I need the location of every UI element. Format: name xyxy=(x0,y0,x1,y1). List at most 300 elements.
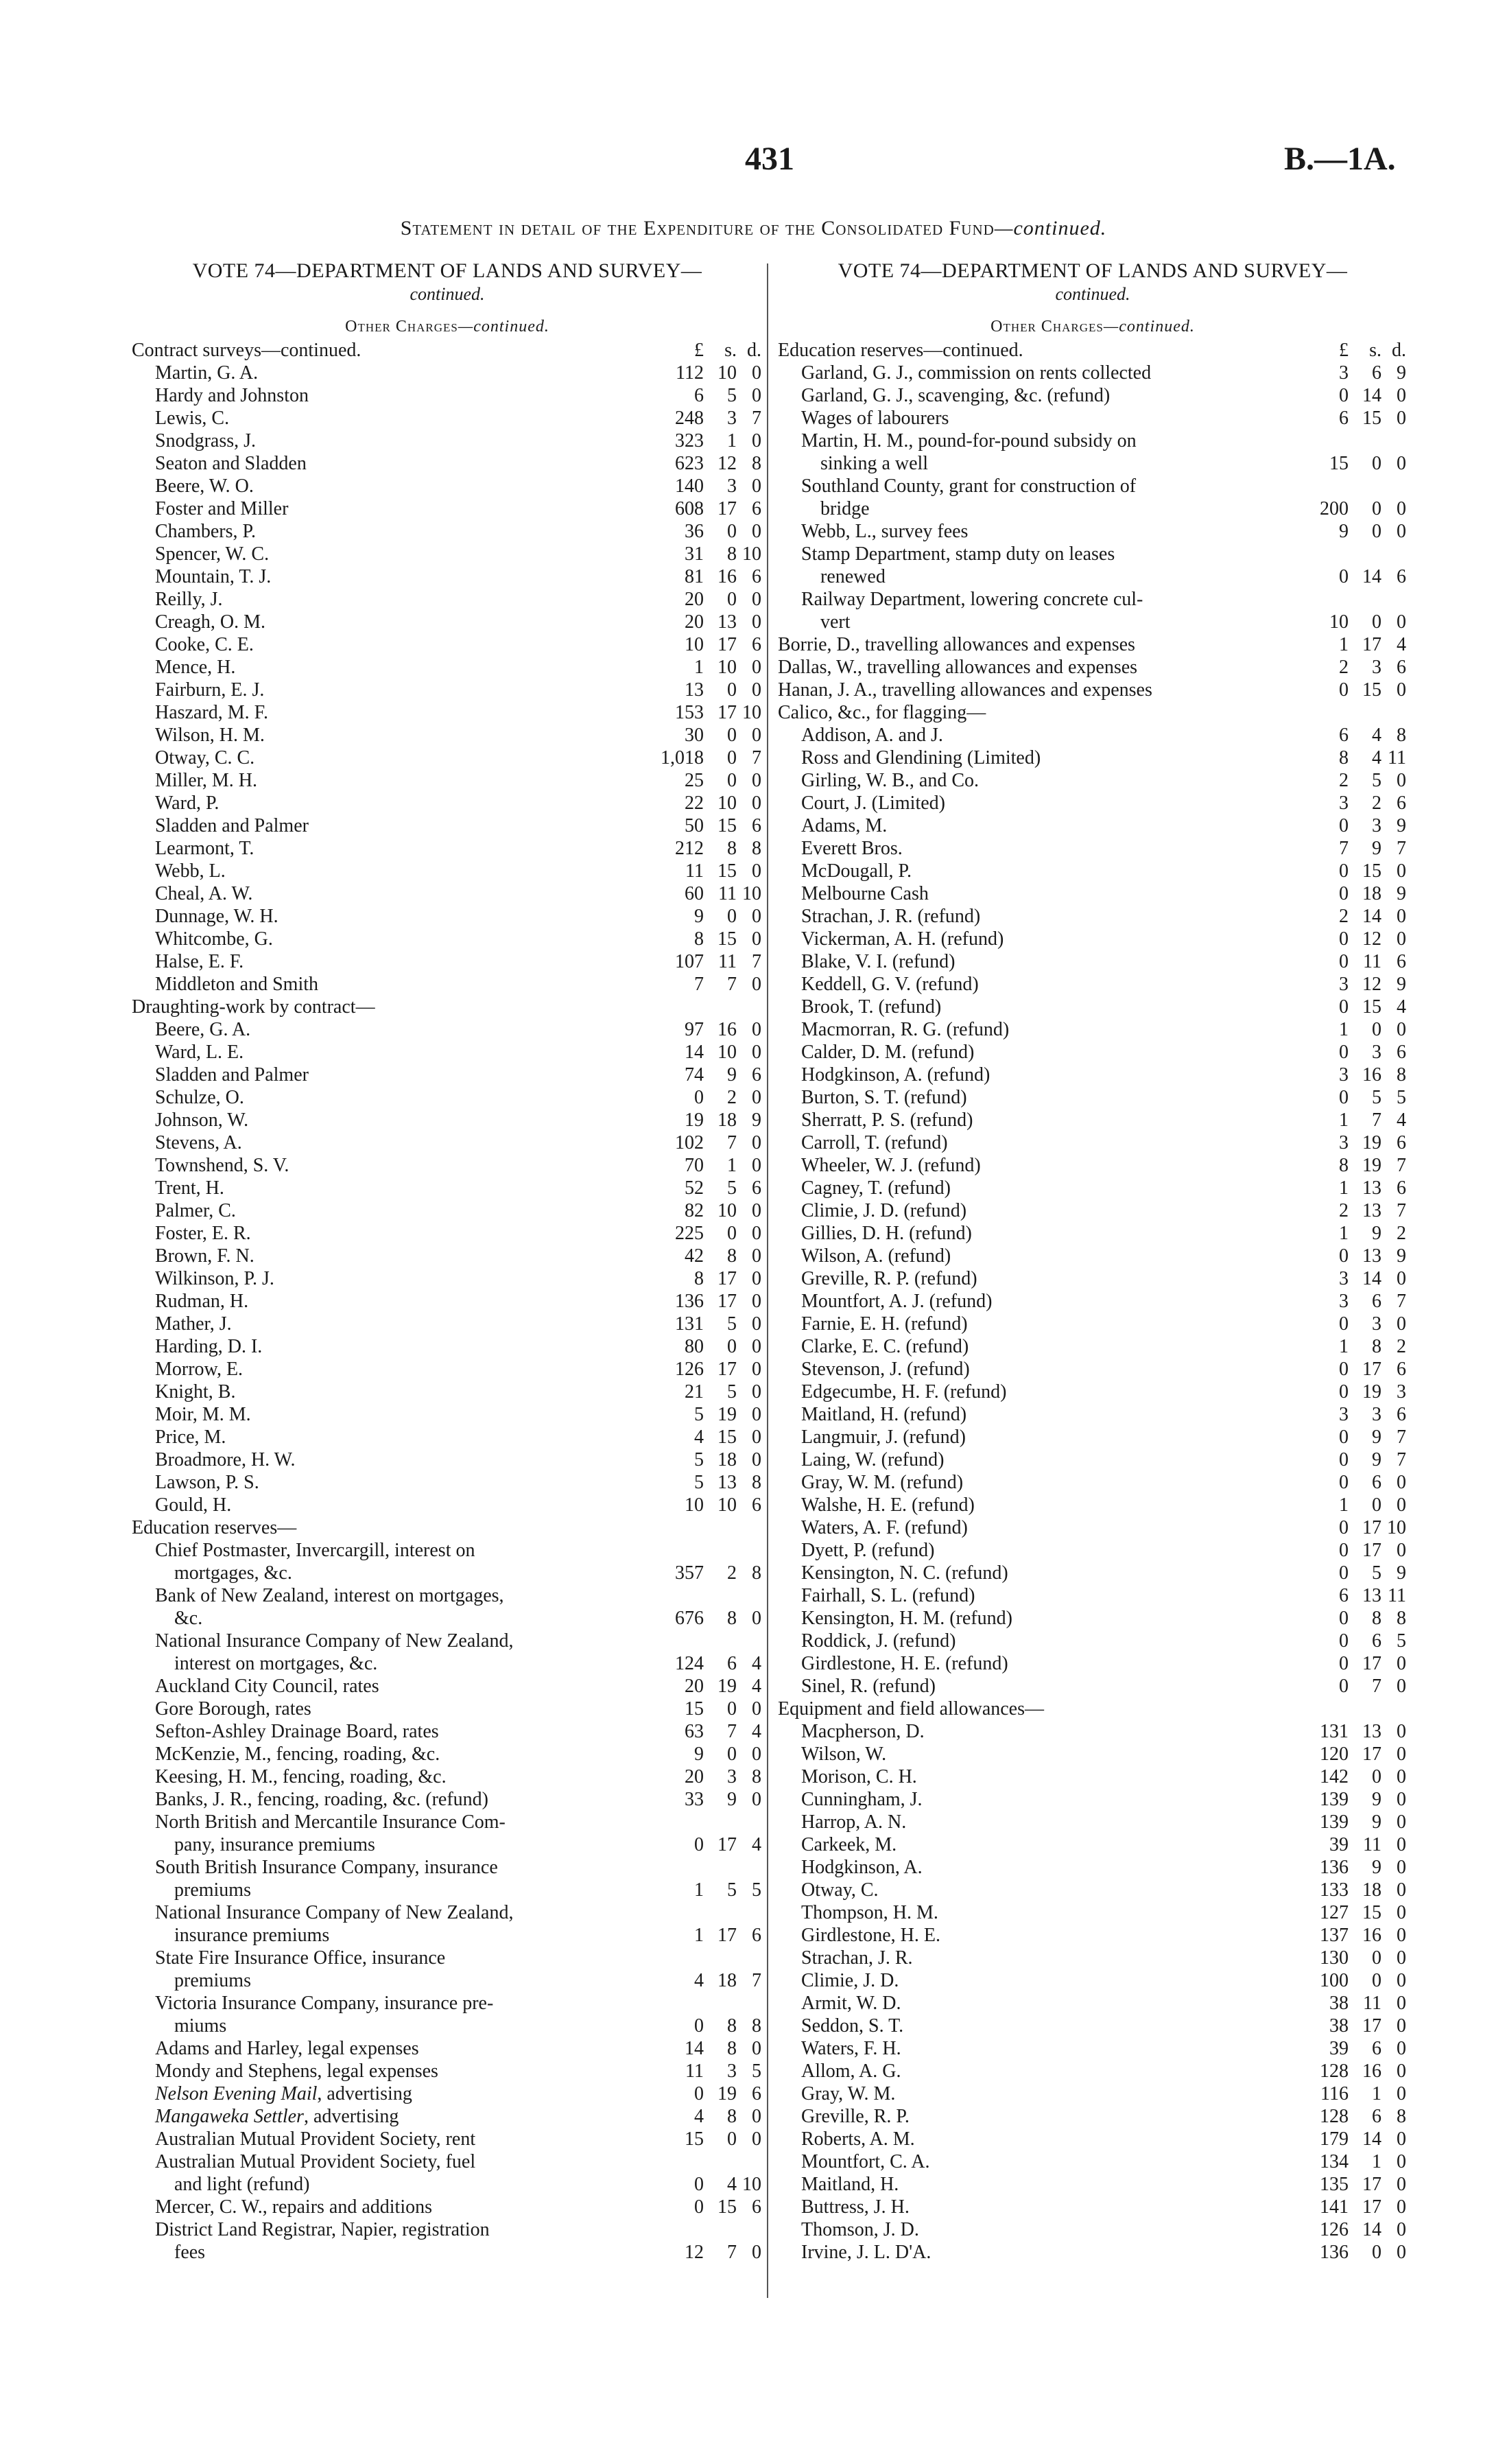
pence-cell: 0 xyxy=(752,1268,761,1289)
table-row xyxy=(132,2060,763,2082)
table-row xyxy=(132,452,763,475)
pence-cell: 0 xyxy=(1397,1766,1406,1787)
pence-cell: 6 xyxy=(1397,951,1406,972)
row-label: Fairburn, E. J. xyxy=(155,679,265,701)
pence-cell: 0 xyxy=(752,1359,761,1380)
shillings-cell: 15 xyxy=(717,1427,737,1448)
shillings-cell: 13 xyxy=(1362,1585,1381,1606)
shillings-cell: 19 xyxy=(1362,1155,1381,1176)
pounds-cell: 142 xyxy=(1320,1766,1349,1787)
pounds-cell: 128 xyxy=(1320,2061,1349,2082)
pounds-cell: 0 xyxy=(1339,679,1349,701)
table-row xyxy=(778,1381,1408,1403)
row-label: Seaton and Sladden xyxy=(155,453,307,474)
shillings-cell: 16 xyxy=(1362,1064,1381,1086)
pence-cell: 9 xyxy=(1397,1562,1406,1584)
shillings-cell: 0 xyxy=(727,2128,737,2150)
pounds-cell: 20 xyxy=(685,589,704,610)
row-label: Blake, V. I. (refund) xyxy=(801,951,956,972)
table-row xyxy=(132,1131,763,1154)
table-row xyxy=(778,1675,1408,1698)
table-row xyxy=(778,1041,1408,1064)
pounds-cell: 5 xyxy=(694,1404,704,1425)
pounds-cell: 7 xyxy=(694,974,704,995)
table-row xyxy=(778,2060,1408,2082)
shillings-cell: 6 xyxy=(1372,1630,1381,1652)
pence-cell: 9 xyxy=(752,1110,761,1131)
row-label: McKenzie, M., fencing, roading, &c. xyxy=(155,1744,440,1765)
shillings-cell: 0 xyxy=(727,1744,737,1765)
pence-cell: 5 xyxy=(1397,1630,1406,1652)
pence-cell: 0 xyxy=(752,1336,761,1357)
row-label-continuation: insurance premiums xyxy=(174,1925,330,1946)
row-label: Price, M. xyxy=(155,1427,226,1448)
table-row xyxy=(132,407,763,430)
pence-cell: 0 xyxy=(1397,1902,1406,1923)
shillings-cell: 6 xyxy=(1372,362,1381,384)
pounds-cell: 1 xyxy=(694,1925,704,1946)
shillings-cell: 15 xyxy=(717,860,737,882)
pence-cell: 0 xyxy=(752,385,761,406)
shillings-cell: 1 xyxy=(727,1155,737,1176)
table-row xyxy=(778,1335,1408,1358)
pence-cell: 9 xyxy=(1397,1245,1406,1267)
row-label: Cagney, T. (refund) xyxy=(801,1177,951,1199)
pounds-cell: 10 xyxy=(685,1494,704,1516)
pounds-cell: 1 xyxy=(694,657,704,678)
row-label: Morrow, E. xyxy=(155,1359,244,1380)
table-row xyxy=(778,769,1408,792)
subheading-row xyxy=(778,701,1408,724)
shillings-cell: 18 xyxy=(717,1449,737,1470)
table-row xyxy=(132,1856,763,1901)
shillings-cell: 5 xyxy=(727,1879,737,1901)
pounds-cell: 140 xyxy=(675,476,704,497)
pounds-cell: 11 xyxy=(685,860,704,882)
shillings-cell: 14 xyxy=(1362,566,1381,587)
pounds-cell: 120 xyxy=(1320,1744,1349,1765)
table-row xyxy=(132,882,763,905)
row-label: Auckland City Council, rates xyxy=(155,1676,379,1697)
row-label: Townshend, S. V. xyxy=(155,1155,289,1176)
pence-cell: 0 xyxy=(1397,1811,1406,1833)
shillings-cell: 7 xyxy=(727,2242,737,2263)
pounds-cell: 0 xyxy=(1339,385,1349,406)
pence-cell: 6 xyxy=(752,566,761,587)
pence-cell: 7 xyxy=(752,747,761,768)
table-row xyxy=(778,1403,1408,1426)
table-row xyxy=(778,430,1408,475)
row-label: Kensington, N. C. (refund) xyxy=(801,1562,1008,1584)
other-charges-label: Other Charges xyxy=(345,318,458,336)
pence-cell: 0 xyxy=(752,793,761,814)
pounds-cell: 12 xyxy=(685,2242,704,2263)
pence-cell: 8 xyxy=(1397,2106,1406,2127)
document-reference: B.—1A. xyxy=(1284,141,1396,177)
row-label: Lewis, C. xyxy=(155,408,230,429)
shillings-cell: 14 xyxy=(1362,385,1381,406)
pence-cell: 0 xyxy=(752,1744,761,1765)
other-charges-continued: —continued. xyxy=(458,318,549,336)
pounds-cell: 126 xyxy=(1320,2219,1349,2240)
pounds-cell: 7 xyxy=(1339,838,1349,859)
pence-cell: 6 xyxy=(1397,793,1406,814)
row-label: Schulze, O. xyxy=(155,1087,244,1108)
shillings-cell: 8 xyxy=(1372,1336,1381,1357)
table-row xyxy=(778,407,1408,430)
row-label: South British Insurance Company, insurance xyxy=(155,1857,498,1878)
pence-cell: 8 xyxy=(1397,1064,1406,1086)
pence-cell: 0 xyxy=(1397,2219,1406,2240)
pence-cell: 0 xyxy=(1397,1834,1406,1855)
shillings-cell: 11 xyxy=(718,883,737,904)
row-label: Calder, D. M. (refund) xyxy=(801,1042,975,1063)
shillings-cell: 0 xyxy=(1372,1019,1381,1040)
row-label-continuation: vert xyxy=(820,611,851,633)
table-row xyxy=(132,384,763,407)
vote-title: VOTE 74—DEPARTMENT OF LANDS AND SURVEY— xyxy=(192,259,702,282)
row-label: Mountfort, C. A. xyxy=(801,2151,930,2172)
pounds-cell: 0 xyxy=(1339,1676,1349,1697)
pence-cell: 0 xyxy=(752,1155,761,1176)
pounds-cell: 70 xyxy=(685,1155,704,1176)
shillings-cell: 0 xyxy=(1372,2242,1381,2263)
shillings-cell: 17 xyxy=(1362,1540,1381,1561)
statement-continued: —continued. xyxy=(994,217,1107,239)
table-row xyxy=(778,520,1408,543)
pence-cell: 0 xyxy=(752,589,761,610)
row-label: Buttress, J. H. xyxy=(801,2196,910,2218)
row-label: Ross and Glendining (Limited) xyxy=(801,747,1041,768)
row-label: Roberts, A. M. xyxy=(801,2128,915,2150)
row-label: Macpherson, D. xyxy=(801,1721,925,1742)
row-label: Strachan, J. R. (refund) xyxy=(801,906,981,927)
shillings-cell: 12 xyxy=(1362,928,1381,950)
table-row xyxy=(778,1562,1408,1584)
table-row xyxy=(778,1426,1408,1448)
pounds-cell: 126 xyxy=(675,1359,704,1380)
subheading-row xyxy=(132,996,763,1018)
pence-cell: 0 xyxy=(752,657,761,678)
table-row xyxy=(132,475,763,497)
pounds-cell: 3 xyxy=(1339,1268,1349,1289)
shillings-cell: 0 xyxy=(1372,453,1381,474)
shillings-cell: 8 xyxy=(1372,1608,1381,1629)
pence-cell xyxy=(1384,701,1406,724)
row-label: Foster, E. R. xyxy=(155,1223,251,1244)
row-label: Melbourne Cash xyxy=(801,883,929,904)
table-row xyxy=(778,475,1408,520)
pounds-cell: 4 xyxy=(694,1970,704,1991)
pounds-cell: 15 xyxy=(685,2128,704,2150)
pence-cell: 6 xyxy=(752,815,761,836)
expenditure-table xyxy=(778,362,1408,2264)
row-label: Cunningham, J. xyxy=(801,1789,923,1810)
table-row xyxy=(778,633,1408,656)
pounds-cell: 8 xyxy=(694,928,704,950)
row-label: Wages of labourers xyxy=(801,408,949,429)
shillings-cell: 0 xyxy=(727,906,737,927)
row-label: Ward, P. xyxy=(155,793,219,814)
pounds-cell: 0 xyxy=(1339,1359,1349,1380)
row-label: Nelson Evening Mail, advertising xyxy=(155,2083,412,2104)
shillings-cell: 5 xyxy=(1372,1562,1381,1584)
pence-cell: 5 xyxy=(752,2061,761,2082)
pence-cell: 0 xyxy=(752,430,761,451)
table-row xyxy=(132,1698,763,1720)
table-row xyxy=(778,1992,1408,2015)
table-row xyxy=(132,1494,763,1516)
row-label: Garland, G. J., commission on rents collected xyxy=(801,362,1152,384)
pounds-cell: 0 xyxy=(1339,951,1349,972)
pounds-cell: 2 xyxy=(1339,657,1349,678)
shillings-cell: 15 xyxy=(717,928,737,950)
pence-cell: 0 xyxy=(1397,770,1406,791)
pounds-cell: 323 xyxy=(675,430,704,451)
pounds-cell: 1 xyxy=(1339,1336,1349,1357)
row-label: Dyett, P. (refund) xyxy=(801,1540,935,1561)
pounds-cell: 0 xyxy=(1339,996,1349,1018)
pence-cell: 0 xyxy=(1397,408,1406,429)
pence-cell: 10 xyxy=(742,883,761,904)
pounds-cell: 38 xyxy=(1329,1993,1349,2014)
pounds-cell: 139 xyxy=(1320,1811,1349,1833)
table-row xyxy=(132,633,763,656)
pounds-cell: 139 xyxy=(1320,1789,1349,1810)
pounds-cell: 0 xyxy=(1339,1245,1349,1267)
shillings-cell: 9 xyxy=(1372,1789,1381,1810)
pounds-cell: 107 xyxy=(675,951,704,972)
pounds-cell: 97 xyxy=(685,1019,704,1040)
shillings-cell: 13 xyxy=(1362,1245,1381,1267)
row-label: Otway, C. C. xyxy=(155,747,255,768)
shillings-cell: 18 xyxy=(717,1110,737,1131)
pence-cell: 0 xyxy=(752,1789,761,1810)
pence-cell: 2 xyxy=(1397,1336,1406,1357)
shillings-cell: 19 xyxy=(1362,1132,1381,1153)
table-row xyxy=(132,1765,763,1788)
pounds-cell: 0 xyxy=(1339,815,1349,836)
shillings-cell: 0 xyxy=(727,1698,737,1720)
pounds-cell: 10 xyxy=(1329,611,1349,633)
pounds-cell: 0 xyxy=(1339,928,1349,950)
pounds-cell: 248 xyxy=(675,408,704,429)
pounds-cell: 21 xyxy=(685,1381,704,1403)
pence-cell: 6 xyxy=(752,1494,761,1516)
row-label: Railway Department, lowering concrete cul- xyxy=(801,589,1143,610)
row-label: Maitland, H. xyxy=(801,2174,899,2195)
pence-cell: 0 xyxy=(1397,1019,1406,1040)
row-label: Wilson, W. xyxy=(801,1744,887,1765)
pence-cell: 0 xyxy=(752,1698,761,1720)
pence-cell: 9 xyxy=(1397,974,1406,995)
shillings-cell: 15 xyxy=(1362,408,1381,429)
pence-cell: 0 xyxy=(752,906,761,927)
pence-cell: 0 xyxy=(1397,2038,1406,2059)
row-label: Webb, L. xyxy=(155,860,226,882)
shillings-cell: 17 xyxy=(1362,1359,1381,1380)
table-row xyxy=(132,1199,763,1222)
shillings-cell: 18 xyxy=(1362,1879,1381,1901)
shillings-cell: 15 xyxy=(717,2196,737,2218)
shillings-header: s. xyxy=(1369,340,1381,361)
pence-cell: 8 xyxy=(1397,1608,1406,1629)
pounds-cell: 30 xyxy=(685,725,704,746)
row-label: Adams and Harley, legal expenses xyxy=(155,2038,419,2059)
table-row xyxy=(778,1788,1408,1811)
table-row xyxy=(132,362,763,384)
pounds-cell: 14 xyxy=(685,1042,704,1063)
pounds-cell: 1 xyxy=(1339,1177,1349,1199)
pence-cell: 0 xyxy=(752,1404,761,1425)
shillings-cell: 3 xyxy=(1372,1313,1381,1335)
shillings-cell xyxy=(707,1516,737,1539)
pence-cell: 6 xyxy=(1397,1177,1406,1199)
shillings-cell: 13 xyxy=(1362,1177,1381,1199)
pence-cell: 10 xyxy=(742,543,761,565)
shillings-cell: 13 xyxy=(717,611,737,633)
shillings-cell: 17 xyxy=(1362,1517,1381,1538)
pence-cell: 0 xyxy=(752,1019,761,1040)
row-label: Haszard, M. F. xyxy=(155,702,268,723)
pence-cell: 9 xyxy=(1397,362,1406,384)
pence-cell: 0 xyxy=(752,1381,761,1403)
table-row xyxy=(132,1811,763,1856)
pounds-cell: 225 xyxy=(675,1223,704,1244)
table-row xyxy=(132,1313,763,1335)
row-label: Borrie, D., travelling allowances and expenses xyxy=(778,634,1135,655)
vote-continued: continued. xyxy=(410,284,485,304)
pounds-cell: 13 xyxy=(685,679,704,701)
pence-cell: 0 xyxy=(1397,679,1406,701)
shillings-cell: 0 xyxy=(727,679,737,701)
pounds-cell: 15 xyxy=(1329,453,1349,474)
pounds-cell: 39 xyxy=(1329,2038,1349,2059)
pounds-cell: 82 xyxy=(685,1200,704,1221)
pence-cell: 0 xyxy=(1397,1947,1406,1969)
pence-cell: 0 xyxy=(1397,1540,1406,1561)
table-row xyxy=(132,1064,763,1086)
pounds-cell: 135 xyxy=(1320,2174,1349,2195)
table-row xyxy=(778,1516,1408,1539)
pence-cell: 6 xyxy=(752,498,761,519)
row-label: Banks, J. R., fencing, roading, &c. (refund) xyxy=(155,1789,488,1810)
pence-cell: 10 xyxy=(742,2174,761,2195)
pounds-cell: 1 xyxy=(1339,1019,1349,1040)
row-label: Strachan, J. R. xyxy=(801,1947,913,1969)
row-label: Reilly, J. xyxy=(155,589,223,610)
table-row xyxy=(778,1358,1408,1381)
row-label: Equipment and field allowances— xyxy=(778,1698,1044,1720)
row-label: Creagh, O. M. xyxy=(155,611,265,633)
pounds-cell: 0 xyxy=(1339,1449,1349,1470)
row-label: Gray, W. M. xyxy=(801,2083,896,2104)
shillings-cell: 12 xyxy=(717,453,737,474)
pounds-cell: 0 xyxy=(1339,1381,1349,1403)
row-label: National Insurance Company of New Zealand, xyxy=(155,1902,514,1923)
pence-cell: 0 xyxy=(752,1449,761,1470)
row-label: Wilson, H. M. xyxy=(155,725,265,746)
pounds-cell: 0 xyxy=(1339,1313,1349,1335)
pounds-cell: 5 xyxy=(694,1472,704,1493)
pence-cell: 10 xyxy=(1387,1517,1406,1538)
pounds-cell: 124 xyxy=(675,1653,704,1674)
pounds-cell: 5 xyxy=(694,1449,704,1470)
table-row xyxy=(778,1630,1408,1652)
pounds-cell: 608 xyxy=(675,498,704,519)
row-label: Gillies, D. H. (refund) xyxy=(801,1223,972,1244)
shillings-cell: 12 xyxy=(1362,974,1381,995)
row-label: Greville, R. P. xyxy=(801,2106,910,2127)
pence-cell: 8 xyxy=(752,1472,761,1493)
pence-cell: 4 xyxy=(752,1721,761,1742)
shillings-cell: 5 xyxy=(727,1177,737,1199)
pounds-cell: 2 xyxy=(1339,906,1349,927)
table-row xyxy=(778,905,1408,928)
table-row xyxy=(778,2218,1408,2241)
shillings-cell: 6 xyxy=(1372,1472,1381,1493)
pounds-cell: 0 xyxy=(1339,1517,1349,1538)
shillings-cell: 8 xyxy=(727,2038,737,2059)
table-row xyxy=(132,430,763,452)
pence-cell: 0 xyxy=(752,860,761,882)
pounds-cell: 0 xyxy=(1339,860,1349,882)
table-row xyxy=(132,837,763,860)
table-row xyxy=(778,950,1408,973)
pence-cell: 8 xyxy=(752,453,761,474)
table-row xyxy=(778,1833,1408,1856)
shillings-cell: 2 xyxy=(727,1087,737,1108)
statement-heading xyxy=(0,217,1507,240)
row-label: Greville, R. P. (refund) xyxy=(801,1268,977,1289)
table-row xyxy=(132,588,763,611)
pence-cell: 2 xyxy=(1397,1223,1406,1244)
table-row xyxy=(778,2241,1408,2264)
table-row xyxy=(778,1290,1408,1313)
shillings-cell: 3 xyxy=(1372,657,1381,678)
table-row xyxy=(132,1154,763,1177)
table-row xyxy=(778,1765,1408,1788)
pounds-cell: 136 xyxy=(675,1291,704,1312)
pounds-cell: 0 xyxy=(694,2196,704,2218)
pounds-cell: 9 xyxy=(694,906,704,927)
table-header xyxy=(132,339,763,362)
pounds-cell: 0 xyxy=(694,1087,704,1108)
shillings-cell: 2 xyxy=(727,1562,737,1584)
pence-cell: 9 xyxy=(1397,883,1406,904)
table-row xyxy=(778,996,1408,1018)
shillings-cell: 14 xyxy=(1362,906,1381,927)
row-label: Irvine, J. L. D'A. xyxy=(801,2242,932,2263)
table-row xyxy=(132,1630,763,1675)
pounds-cell: 1 xyxy=(1339,634,1349,655)
row-label: Stevenson, J. (refund) xyxy=(801,1359,970,1380)
pounds-cell: 131 xyxy=(675,1313,704,1335)
row-label: Mountain, T. J. xyxy=(155,566,272,587)
shillings-cell: 9 xyxy=(727,1789,737,1810)
table-row xyxy=(132,973,763,996)
pence-cell: 0 xyxy=(1397,1676,1406,1697)
table-row xyxy=(132,2196,763,2218)
pounds-cell: 0 xyxy=(1339,1472,1349,1493)
shillings-cell: 1 xyxy=(1372,2083,1381,2104)
shillings-cell: 13 xyxy=(1362,1200,1381,1221)
pence-cell: 3 xyxy=(1397,1381,1406,1403)
table-row xyxy=(132,1788,763,1811)
pence-cell: 6 xyxy=(752,1925,761,1946)
pence-cell: 8 xyxy=(752,2015,761,2037)
shillings-cell: 9 xyxy=(1372,1449,1381,1470)
